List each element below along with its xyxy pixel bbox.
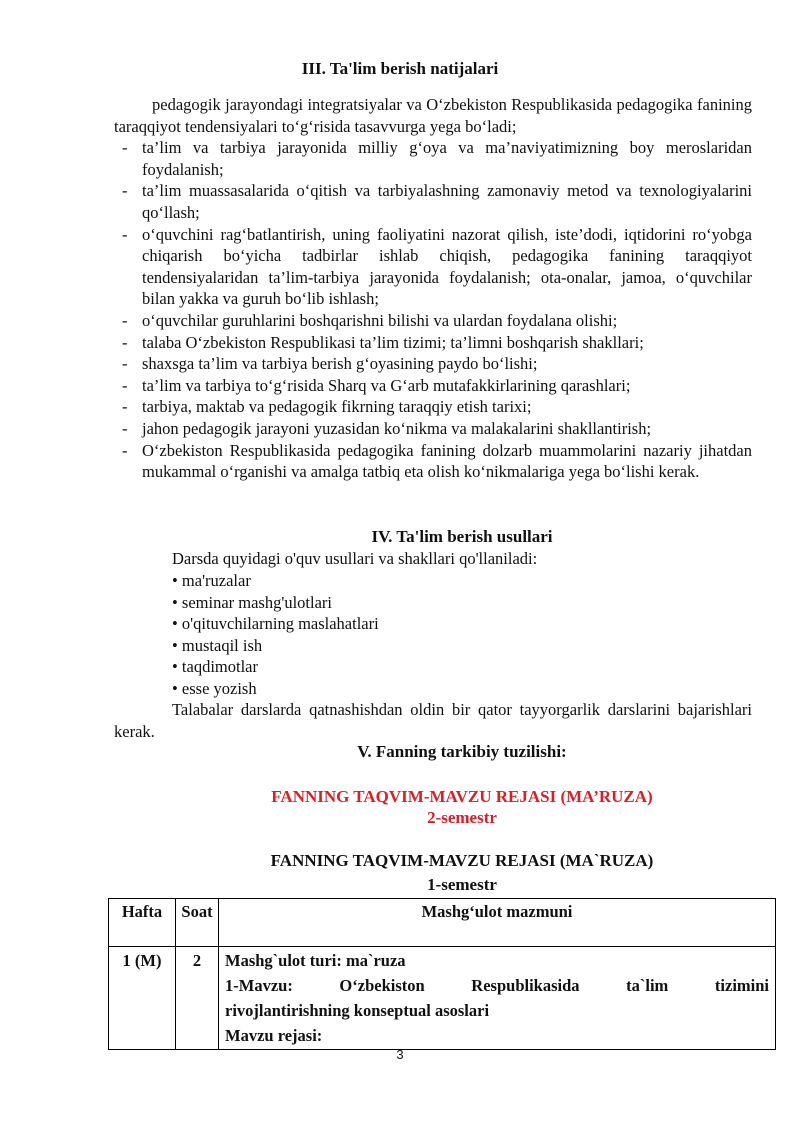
section-4-outro: Talabalar darslarda qatnashishdan oldin bir qator tayyorgarlik darslarini bajarishlari kerak. [114,700,752,741]
row1-hours: 2 [176,947,219,1050]
method-text: ma'ruzalar [181,571,251,590]
bullet-icon: • [172,571,178,590]
header-week: Hafta [109,899,176,947]
section-3-intro: pedagogik jarayondagi integratsiyalar va O‘zbekiston Respublikasida pedagogika fanining taraqqiyot tendensiyalari to‘g‘risida tasavvurga yega bo‘ladi; [114,95,752,136]
table-row [109,947,776,1050]
header-hours: Soat [176,899,219,947]
method-text: taqdimotlar [181,657,258,677]
bullet-icon: • [172,679,178,698]
section-4-intro: Darsda quyidagi o'quv usullari va shakllari qo'llaniladi: [172,549,538,568]
page-number: 3 [396,1047,404,1062]
list-item-text: ta’lim va tarbiya to‘g‘risida Sharq va G‘arb mutafakkirlarining qarashlari; [142,375,631,395]
section-5-title: V. Fanning tarkibiy tuzilishi: [357,742,567,761]
list-item [122,180,752,223]
list-item-text: ta’lim va tarbiya jarayonida milliy g‘oya va ma’naviyatimizning boy meroslaridan foydalanish; [142,138,752,179]
method-item [172,613,379,635]
list-item-text: jahon pedagogik jarayoni yuzasidan ko‘nikma va malakalarini shakllantirish; [142,418,652,438]
list-item-text: O‘zbekiston Respublikasida pedagogika fanining dolzarb muammolarini nazariy jihatdan mukammal o‘rganishi va amalga tatbiq eta olish ko‘nikmalariga yega bo‘lishi kerak. [142,440,752,482]
section-3-list [122,137,752,483]
method-item [172,635,262,657]
method-item [172,592,332,614]
list-item [122,224,752,310]
plan-semester: 1-semestr [427,875,497,894]
bullet-icon: • [172,635,178,655]
list-item-text: o‘quvchini rag‘batlantirish, uning faoliyatini nazorat qilish, iste’dodi, iqtidorini ro‘yobga chiqarish bo‘yicha tadbirlar ishlab chiqish, pedagogika fanining taraqqiyot tendensiyalaridan ta’lim-tarbiya jarayonida foydalanish; ota-onalar, jamoa, o‘quvchilar bilan yakka va guruh bo‘lib ishlash; [142,224,752,309]
list-item [122,353,752,375]
schedule-table [108,898,776,1050]
list-item [122,137,752,180]
plan-title: FANNING TAQVIM-MAVZU REJASI (MA`RUZA) [270,851,654,870]
method-text: seminar mashg'ulotlari [181,592,332,612]
section-4-title: IV. Ta'lim berish usullari [371,527,553,546]
list-item [122,396,752,418]
method-item [172,570,251,592]
method-text: mustaqil ish [181,635,263,655]
method-item [172,678,257,700]
list-dash: - [122,332,128,352]
list-dash: - [122,181,128,201]
section-3-title: III. Ta'lim berish natijalari [301,59,499,78]
list-dash: - [122,418,128,438]
list-item-text: tarbiya, maktab va pedagogik fikrning taraqqiy etish tarixi; [142,397,532,417]
list-dash: - [122,310,128,330]
list-dash: - [122,224,128,244]
list-item-text: ta’lim muassasalarida o‘qitish va tarbiyalashning zamonaviy metod va texnologiyalarini qo‘llash; [142,181,752,222]
list-dash: - [122,375,128,395]
row1-plan: Mavzu rejasi: [225,1026,323,1045]
method-text: esse yozish [181,679,257,698]
table-header-row [109,899,776,947]
method-item [172,656,258,678]
list-dash: - [122,440,128,460]
list-item [122,310,752,332]
list-item-text: o‘quvchilar guruhlarini boshqarishni bilishi va ulardan foydalana olishi; [142,310,618,330]
list-item [122,440,752,483]
row1-topic-line1: 1-Mavzu: O‘zbekiston Respublikasida ta`lim tizimini [225,976,769,995]
list-item [122,375,752,397]
list-dash: - [122,138,128,158]
method-text: o'qituvchilarning maslahatlari [181,614,379,634]
red-plan-title: FANNING TAQVIM-MAVZU REJASI (MA’RUZA) [271,787,653,806]
row1-topic-line2: rivojlantirishning konseptual asoslari [225,1001,490,1020]
list-item [122,418,752,440]
section-3-body [114,94,752,483]
list-item-text: talaba O‘zbekiston Respublikasi ta’lim tizimi; ta’limni boshqarish shakllari; [142,332,644,352]
bullet-icon: • [172,592,178,612]
list-item [122,332,752,354]
section-4-outro-block [114,699,752,742]
red-plan-semester: 2-semestr [427,808,497,827]
list-dash: - [122,354,128,374]
header-content: Mashg‘ulot mazmuni [219,899,776,947]
list-item-text: shaxsga ta’lim va tarbiya berish g‘oyasining paydo bo‘lishi; [142,354,538,374]
row1-content [219,947,776,1050]
row1-type: Mashg`ulot turi: ma`ruza [225,951,406,970]
list-dash: - [122,397,128,417]
bullet-icon: • [172,657,178,677]
row1-week: 1 (M) [109,947,176,1050]
bullet-icon: • [172,614,178,634]
